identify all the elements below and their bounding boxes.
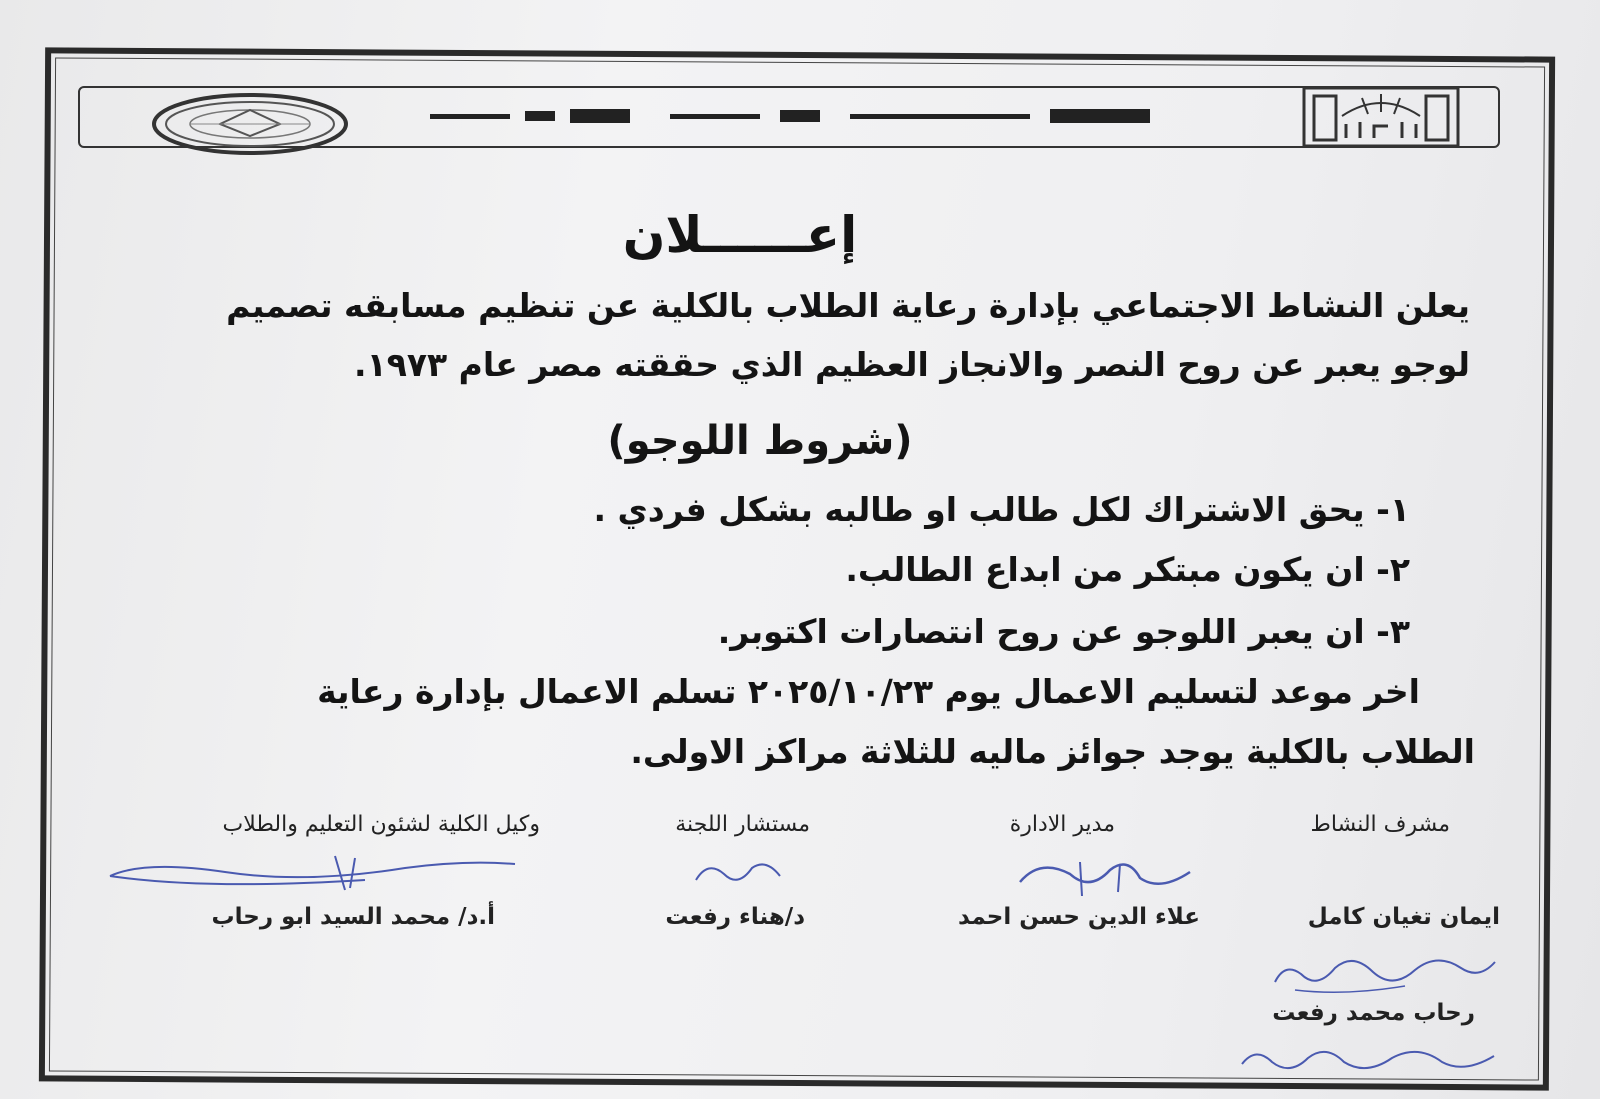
condition-item-1: ١- يحق الاشتراك لكل طالب او طالبه بشكل فردي . <box>593 490 1410 529</box>
condition-item-2: ٢- ان يكون مبتكر من ابداع الطالب. <box>845 550 1410 589</box>
signatory-name-committee-advisor: د/هناء رفعت <box>665 904 805 930</box>
deadline-line-2: الطلاب بالكلية يوجد جوائز ماليه للثلاثة مراكز الاولى. <box>630 732 1475 771</box>
signature-committee-advisor <box>688 854 788 894</box>
signature-activity-supervisor <box>1265 942 1505 1000</box>
deadline-line-1: اخر موعد لتسليم الاعمال يوم ٢٠٢٥/١٠/٢٣ تسلم الاعمال بإدارة رعاية <box>317 672 1420 711</box>
signatory-name-department-director: علاء الدين حسن احمد <box>958 904 1200 930</box>
signatory-role-activity-supervisor: مشرف النشاط <box>1310 812 1450 837</box>
announcement-title: إعــــــلان <box>622 206 858 264</box>
extra-signatory-name: رحاب محمد رفعت <box>1272 1000 1475 1026</box>
seal-emblem-icon <box>150 92 350 156</box>
signature-extra-signatory <box>1232 1040 1502 1080</box>
signature-vice-dean <box>105 850 525 900</box>
signatory-role-vice-dean: وكيل الكلية لشئون التعليم والطلاب <box>222 812 540 837</box>
signatory-name-vice-dean: أ.د/ محمد السيد ابو رحاب <box>211 904 495 930</box>
signatory-role-department-director: مدير الادارة <box>1009 812 1115 837</box>
paragraph-line-1: يعلن النشاط الاجتماعي بإدارة رعاية الطلاب بالكلية عن تنظيم مسابقه تصميم <box>226 286 1470 325</box>
signature-department-director <box>1010 852 1200 900</box>
paragraph-line-2: لوجو يعبر عن روح النصر والانجاز العظيم الذي حققته مصر عام ١٩٧٣. <box>354 345 1470 384</box>
signatory-role-committee-advisor: مستشار اللجنة <box>675 812 810 837</box>
conditions-title: (شروط اللوجو) <box>607 418 913 464</box>
signatory-name-activity-supervisor: ايمان تغيان كامل <box>1307 904 1500 930</box>
condition-item-3: ٣- ان يعبر اللوجو عن روح انتصارات اكتوبر. <box>717 612 1410 651</box>
university-logo-icon <box>1302 86 1460 148</box>
